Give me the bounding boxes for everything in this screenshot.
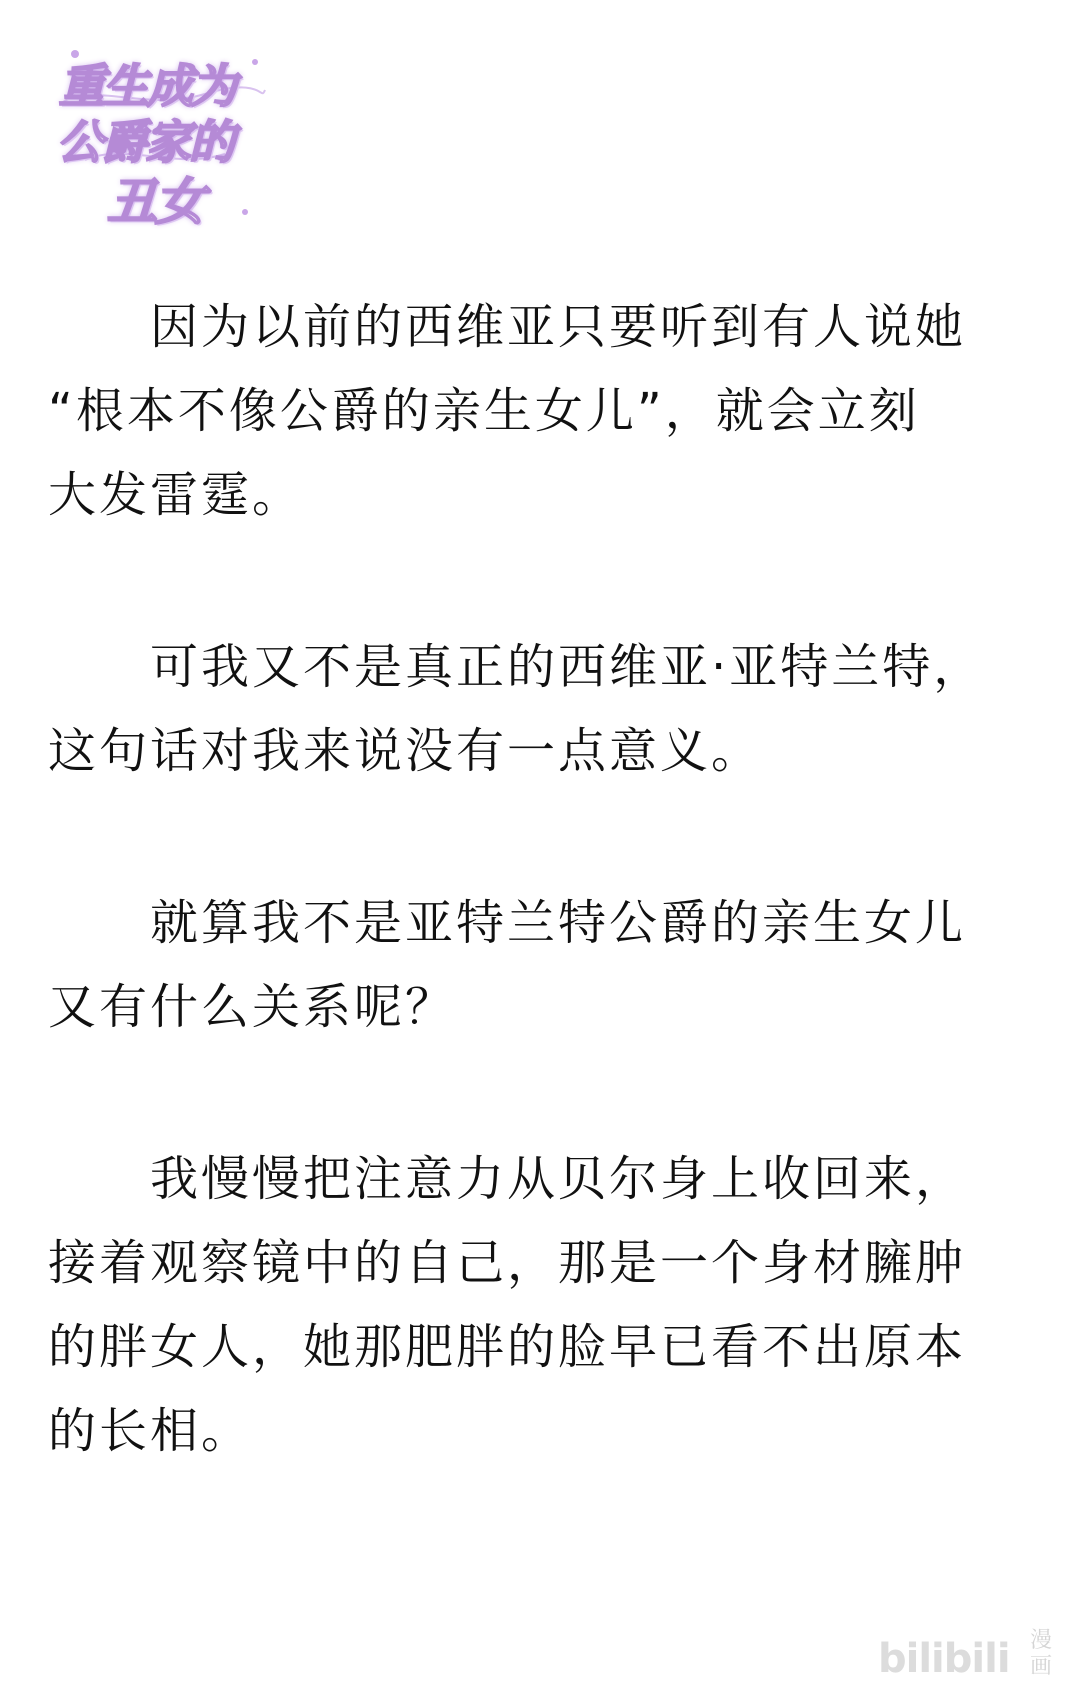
text-line: 的胖女人，她那肥胖的脸早已看不出原本 — [48, 1319, 967, 1375]
text-line: 这句话对我来说没有一点意义。 — [48, 723, 763, 779]
paragraph-4 — [48, 1137, 1038, 1473]
comic-title-logo — [55, 42, 270, 231]
watermark-sub: 漫画 — [1029, 1628, 1052, 1679]
bilibili-manga-watermark — [878, 1628, 1058, 1688]
text-line: 我慢慢把注意力从贝尔身上收回来， — [48, 1151, 967, 1207]
paragraph-3 — [48, 881, 1038, 1049]
paragraph-1 — [48, 285, 1038, 537]
text-line: 大发雷霆。 — [48, 467, 304, 523]
text-line: 就算我不是亚特兰特公爵的亲生女儿 — [48, 895, 967, 951]
text-line: “根本不像公爵的亲生女儿”，就会立刻 — [48, 383, 920, 439]
logo-line-1: 重生成为 — [59, 59, 235, 113]
paragraph-2 — [48, 625, 1038, 793]
text-line: 因为以前的西维亚只要听到有人说她 — [48, 299, 967, 355]
text-line: 可我又不是真正的西维亚·亚特兰特， — [48, 639, 985, 695]
story-text — [48, 285, 1038, 1561]
text-line: 的长相。 — [48, 1403, 253, 1459]
logo-line-2: 公爵家的 — [57, 115, 233, 169]
text-line: 接着观察镜中的自己，那是一个身材臃肿 — [48, 1235, 967, 1291]
logo-line-3: 丑女 — [107, 172, 203, 231]
watermark-brand: bilibili — [878, 1636, 1010, 1682]
text-line: 又有什么关系呢？ — [48, 979, 457, 1035]
